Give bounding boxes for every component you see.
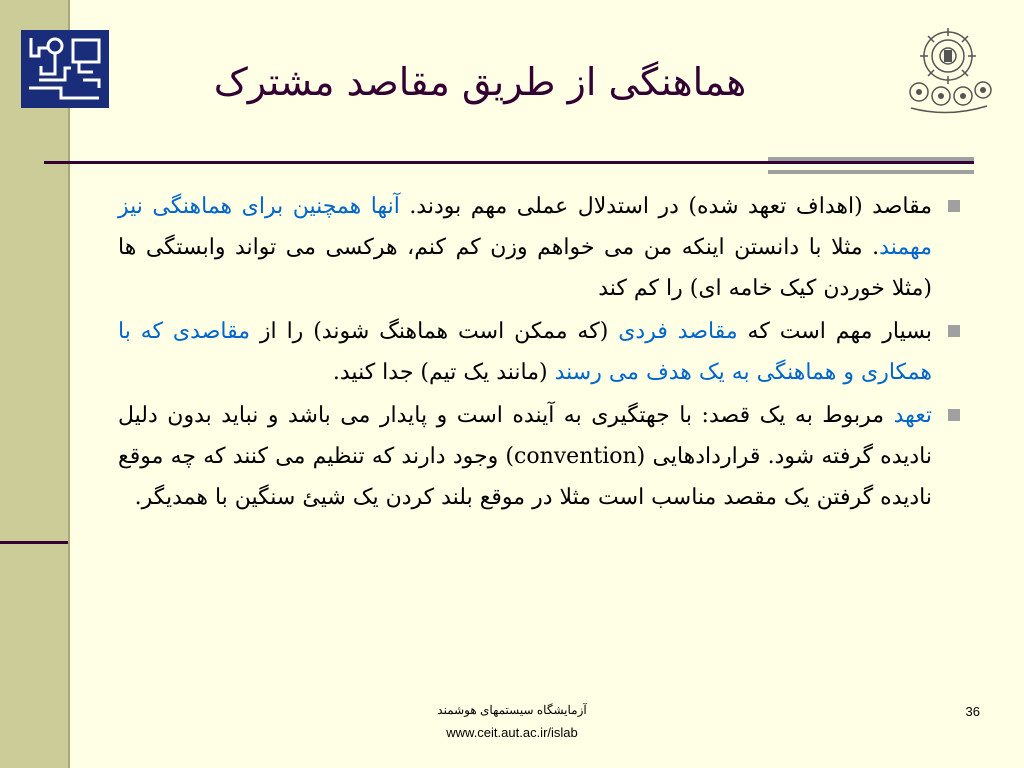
bullet-text: بسیار مهم است که: [737, 319, 932, 344]
left-band-rule: [0, 541, 68, 544]
slide-body: [118, 186, 968, 520]
title-rule: [44, 161, 974, 164]
bullet-item: [118, 311, 968, 393]
bullet-marker-icon: [948, 200, 960, 212]
page-number: 36: [965, 704, 980, 719]
slide-title: هماهنگی از طریق مقاصد مشترک: [213, 60, 747, 104]
bullet-highlight: مقاصد فردی: [618, 319, 738, 344]
bullet-highlight: تعهد: [893, 403, 932, 428]
title-rule-accent-bottom: [768, 170, 974, 174]
computer-person-logo-icon: [21, 30, 109, 108]
bullet-text: مربوط به یک قصد: با جهتگیری به آینده است و پایدار می باشد و نباید بدون دلیل نادیده گرفته شود. قراردادهایی (convention) وجود دارند که تنظیم می کنند که چه موقع نادیده گرفتن یک مقصد مناسب است مثلا در موقع بلند کردن یک شیئ سنگین با همدیگر.: [118, 403, 932, 510]
left-decorative-band: [0, 0, 68, 768]
left-band-divider: [68, 0, 70, 768]
bullet-item: [118, 186, 968, 309]
university-gear-emblem-icon: [903, 22, 993, 114]
bullet-highlight: آنها همچنین برای هماهنگی نیز مهمند: [118, 194, 932, 260]
bullet-marker-icon: [948, 325, 960, 337]
footer-url: www.ceit.aut.ac.ir/islab: [446, 725, 578, 740]
bullet-text: (که ممکن است هماهنگ شوند) را از: [250, 319, 619, 344]
bullet-item: [118, 395, 968, 518]
bullet-text: . مثلا با دانستن اینکه من می خواهم وزن کم کنم، هرکسی می تواند وابستگی ها (مثلا خوردن کیک خامه ای) را کم کند: [118, 235, 932, 301]
bullet-text: مقاصد (اهداف تعهد شده) در استدلال عملی مهم بودند.: [399, 194, 933, 219]
bullet-text: (مانند یک تیم) جدا کنید.: [332, 360, 555, 385]
footer-lab-name: آزمایشگاه سیستمهای هوشمند: [437, 703, 587, 717]
footer: [412, 702, 612, 742]
bullet-marker-icon: [948, 409, 960, 421]
bullet-highlight: مقاصدی که با همکاری و هماهنگی به یک هدف می رسند: [118, 319, 932, 385]
